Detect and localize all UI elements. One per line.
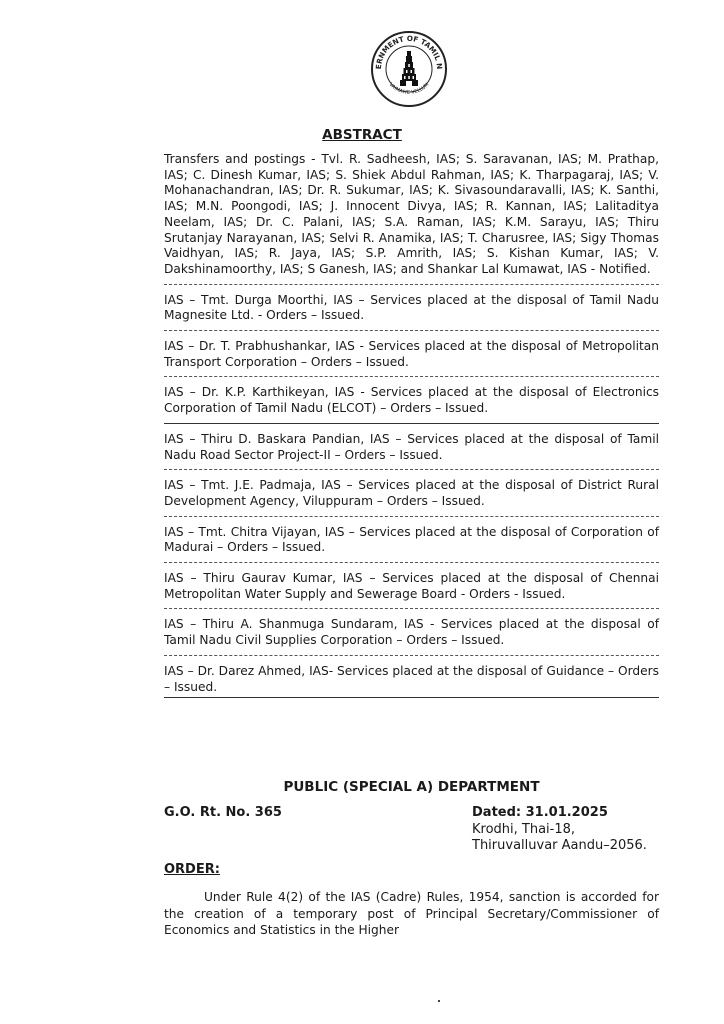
separator bbox=[164, 469, 659, 470]
separator bbox=[164, 697, 659, 698]
separator bbox=[164, 562, 659, 563]
separator bbox=[164, 516, 659, 517]
date-block bbox=[472, 805, 647, 855]
order-heading: ORDER: bbox=[164, 862, 220, 877]
thiruvalluvar-aandu: Thiruvalluvar Aandu–2056. bbox=[472, 838, 647, 853]
svg-text:VAIMAIYE VELLUM: VAIMAIYE VELLUM bbox=[387, 81, 431, 96]
abstract-item: IAS – Thiru D. Baskara Pandian, IAS – Services placed at the disposal of Tamil Nadu Road Sector Project-II – Orders – Issued. bbox=[164, 431, 659, 462]
dated-label: Dated: 31.01.2025 bbox=[472, 805, 608, 820]
government-seal bbox=[370, 30, 448, 108]
abstract-item: IAS – Tmt. J.E. Padmaja, IAS – Services placed at the disposal of District Rural Development Agency, Viluppuram – Orders – Issued. bbox=[164, 478, 659, 508]
abstract-item: IAS – Thiru A. Shanmuga Sundaram, IAS - Services placed at the disposal of Tamil Nadu Civil Supplies Corporation – Orders – Issued. bbox=[164, 617, 659, 648]
abstract-item: Transfers and postings - Tvl. R. Sadheesh, IAS; S. Saravanan, IAS; M. Prathap, IAS; C. Dinesh Kumar, IAS; S. Shiek Abdul Rahman, IAS; K. Tharpagaraj, IAS; V. Mohanachandran, IAS; Dr. R. Sukumar, IAS; K. Sivasoundaravalli, IAS; K. Santhi, IAS; M.N. Poongodi, IAS; J. Innocent Divya, IAS; R. Kannan, IAS; Lalitaditya Neelam, IAS; Dr. C. Palani, IAS; S.A. Raman, IAS; K.M. Sarayu, IAS; Thiru Srutanjay Narayanan, IAS; Selvi R. Anamika, IAS; T. Charusree, IAS; Sigy Thomas Vaidhyan, IAS; R. Jaya, IAS; S.P. Amrith, IAS; S. Kishan Kumar, IAS; V. Dakshinamoorthy, IAS; S Ganesh, IAS; and Shankar Lal Kumawat, IAS - Notified. bbox=[164, 152, 659, 276]
separator bbox=[164, 376, 659, 377]
abstract-item: IAS – Dr. T. Prabhushankar, IAS - Services placed at the disposal of Metropolitan Transport Corporation – Orders – Issued. bbox=[164, 339, 659, 369]
order-body: Under Rule 4(2) of the IAS (Cadre) Rules, 1954, sanction is accorded for the creation of a temporary post of Principal Secretary/Commissioner of Economics and Statistics in the Higher bbox=[164, 890, 659, 937]
svg-text:GOVERNMENT OF TAMIL NADU: ERNMENT OF TAMIL N bbox=[373, 33, 445, 70]
separator bbox=[164, 330, 659, 331]
abstract-item: IAS – Tmt. Chitra Vijayan, IAS – Services placed at the disposal of Corporation of Madurai – Orders – Issued. bbox=[164, 524, 659, 555]
separator bbox=[164, 284, 659, 285]
abstract-section bbox=[164, 152, 659, 706]
abstract-title: ABSTRACT bbox=[322, 127, 402, 143]
go-number: G.O. Rt. No. 365 bbox=[164, 805, 282, 820]
abstract-item: IAS – Thiru Gaurav Kumar, IAS – Services placed at the disposal of Chennai Metropolitan Water Supply and Sewerage Board - Orders - Issued. bbox=[164, 571, 659, 601]
separator bbox=[164, 608, 659, 609]
separator bbox=[164, 423, 659, 424]
abstract-item: IAS – Tmt. Durga Moorthi, IAS – Services placed at the disposal of Tamil Nadu Magnesite Ltd. - Orders – Issued. bbox=[164, 292, 659, 323]
page-mark bbox=[438, 1000, 440, 1002]
department-heading: PUBLIC (SPECIAL A) DEPARTMENT bbox=[283, 779, 540, 795]
abstract-item: IAS – Dr. K.P. Karthikeyan, IAS - Services placed at the disposal of Electronics Corporation of Tamil Nadu (ELCOT) – Orders – Issued. bbox=[164, 385, 659, 416]
separator bbox=[164, 655, 659, 656]
tamil-date: Krodhi, Thai-18, bbox=[472, 821, 576, 837]
abstract-item: IAS – Dr. Darez Ahmed, IAS- Services placed at the disposal of Guidance – Orders – Issued. bbox=[164, 663, 659, 694]
